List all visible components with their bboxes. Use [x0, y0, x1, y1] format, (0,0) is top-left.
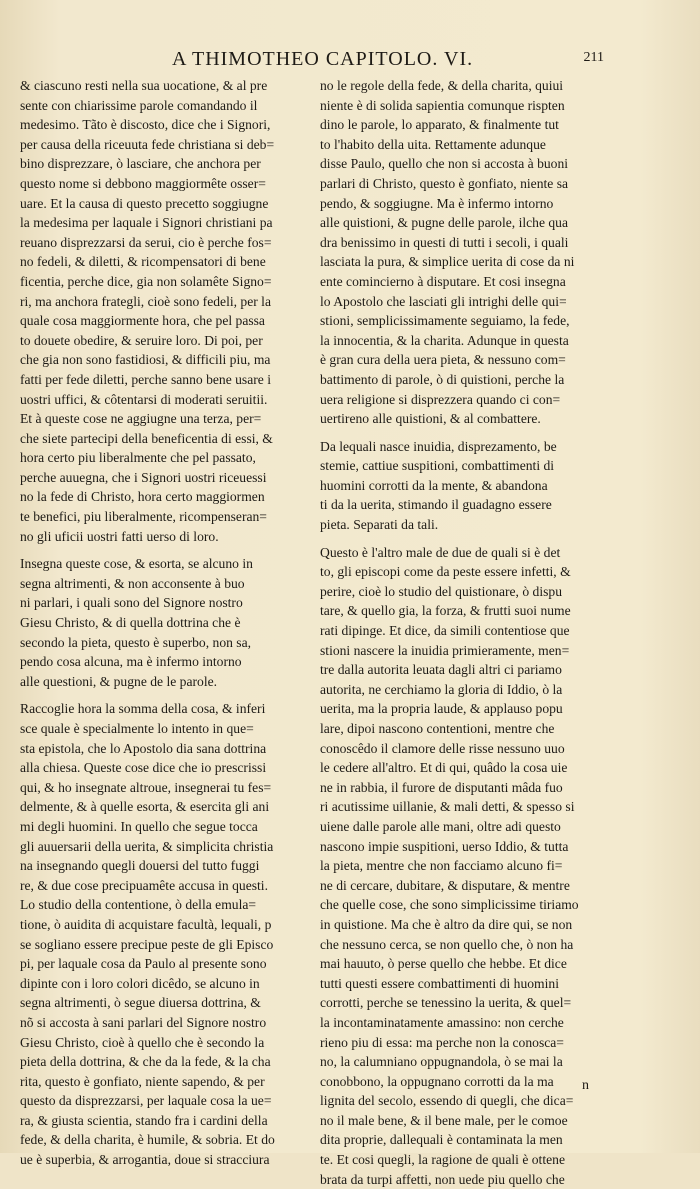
text-line: questo da disprezzarsi, per laquale cosa la ue= [20, 1093, 272, 1109]
text-line: pi, per laquale cosa da Paulo al presente sono [20, 956, 267, 972]
text-line: la pieta, mentre che non facciamo alcuno fi= [320, 858, 563, 874]
text-line: delmente, & à quelle esorta, & esercita gli ani [20, 799, 270, 815]
paragraph-gap [320, 535, 620, 543]
text-line: in quistione. Ma che è altro da dire qui, se non [320, 916, 573, 932]
text-line: segna altrimenti, & non acconsente à buo [20, 575, 245, 591]
text-line: brata da turpi affetti, non uede piu quello che [320, 1171, 565, 1187]
text-line: perche auuegna, che i Signori uostri riceuessi [20, 469, 267, 485]
text-line: secondo la pieta, questo è superbo, non sa, [20, 634, 252, 650]
text-line: se sogliano essere precipue peste de gli Episco [20, 936, 274, 952]
text-line: stioni, semplicissimamente seguiamo, la fede, [320, 313, 570, 329]
text-line: uera religione si disprezzera quando ci con= [320, 391, 561, 407]
text-line: no la fede di Christo, hora certo maggiormen [20, 489, 265, 505]
paragraph [20, 554, 316, 691]
text-line: dra benissimo in questi di tutti i secoli, i quali [320, 234, 569, 250]
text-line: bino disprezzare, ò lasciare, che anchora per [20, 156, 261, 172]
text-line: la medesima per laquale i Signori christiani pa [20, 215, 273, 231]
left-column [20, 76, 316, 1170]
text-line: pendo cosa alcuna, ma è infermo intorno [20, 654, 242, 670]
running-title: A THIMOTHEO CAPITOLO. VI. [172, 48, 474, 70]
folio-number: 211 [583, 50, 604, 65]
text-line: reuano disprezzarsi da serui, cio è perche fos= [20, 234, 272, 250]
text-line: Giesu Christo, & di quella dottrina che è [20, 615, 241, 631]
text-line: rati dipinge. Et dice, da simili contentiose que [320, 623, 570, 639]
text-line: sce quale è specialmente lo intento in que= [20, 721, 254, 736]
text-line: conobbono, la oppugnano corrotti da la ma [320, 1073, 554, 1089]
paragraph-gap [20, 691, 316, 699]
text-line: sta epistola, che lo Apostolo dia sana dottrina [20, 740, 267, 756]
text-line: la innocentia, & la charita. Adunque in questa [320, 332, 569, 348]
text-line: no il male bene, & il bene male, per le comoe [320, 1112, 568, 1128]
text-line: lasciata la pura, & simplice uerita di cose da ni [320, 254, 575, 270]
text-line: huomini corrotti da la mente, & abandona [320, 477, 548, 493]
text-line: ni parlari, i quali sono del Signore nostro [20, 595, 243, 611]
text-line: ri, ma anchora frategli, cioè sono fedeli, per la [20, 293, 271, 309]
text-line: che quelle cose, che sono simplicissime tiriamo [320, 897, 579, 913]
page-header [150, 48, 610, 72]
text-line: lignita del secolo, essendo di quegli, che dica= [320, 1093, 574, 1109]
text-line: Giesu Christo, cioè à quello che è secondo la [20, 1034, 265, 1050]
text-line: che nessuno cerca, se non quello che, ò non ha [320, 936, 574, 952]
text-line: tare, & quello gia, la forza, & frutti suoi nume [320, 603, 571, 619]
text-line: uostri uffici, & côtentarsi di moderati seruitii. [20, 391, 268, 407]
text-line: tutti questi essere combattimenti di huomini [320, 975, 559, 991]
text-line: uiene dalle parole alle mani, oltre adi questo [320, 818, 561, 834]
text-line: le cedere all'altro. Et di qui, quâdo la cosa uie [320, 760, 568, 776]
text-line: nõ si accosta à sani parlari del Signore nostro [20, 1014, 267, 1030]
text-line: uertireno alle quistioni, & al combattere. [320, 411, 541, 427]
text-line: Et à queste cose ne aggiugne una terza, per= [20, 411, 262, 427]
text-line: lare, dipoi nascono contentioni, mentre che [320, 721, 555, 736]
text-line: sente con chiarissime parole comandando il [20, 97, 258, 113]
right-column [320, 76, 620, 1189]
text-line: ne di cercare, dubitare, & disputare, & mentre [320, 877, 570, 893]
text-line: mi degli huomini. In quello che segue tocca [20, 818, 258, 834]
text-line: rieno piu di essa: ma perche non la conosca= [320, 1034, 564, 1050]
text-line: & ciascuno resti nella sua uocatione, & al pre [20, 78, 268, 93]
text-line: uare. Et la causa di questo precetto soggiugne [20, 195, 269, 211]
text-line: to douete obedire, & seruire loro. Di poi, per [20, 332, 263, 348]
text-line: no gli uficii uostri fatti uerso di loro. [20, 528, 219, 544]
text-line: ne in rabbia, il furore de disputanti mâda fuo [320, 779, 563, 795]
text-line: gli auuersarii della uerita, & simplicita christia [20, 838, 274, 854]
text-line: battimento di parole, ò di quistioni, perche la [320, 371, 565, 387]
text-line: quale cosa maggiormente hora, che pel passa [20, 313, 265, 329]
text-line: pieta della dottrina, & che da la fede, & la cha [20, 1054, 271, 1070]
text-line: ue è superbia, & arrogantia, doue si stracciura [20, 1152, 270, 1168]
text-line: alle questioni, & pugne de le parole. [20, 673, 218, 689]
text-line: lo Apostolo che lasciati gli intrighi delle qui= [320, 293, 567, 309]
paragraph [320, 543, 620, 1189]
text-line: pendo, & soggiugne. Ma è infermo intorno [320, 195, 554, 211]
text-line: perire, cioè lo studio del quistionare, ò dispu [320, 583, 562, 599]
text-line: te benefici, piu liberalmente, ricompenseran= [20, 509, 267, 525]
text-line: ficentia, perche dice, gia non solamête Signo= [20, 273, 272, 289]
text-line: Insegna queste cose, & esorta, se alcuno in [20, 556, 253, 572]
text-line: conoscêdo il clamore delle risse nessuno uuo [320, 740, 565, 756]
text-line: Da lequali nasce inuidia, disprezamento, be [320, 438, 557, 454]
paragraph [320, 437, 620, 535]
text-line: tione, ò auidita di acquistare facultà, lequali, p [20, 916, 272, 932]
paragraph-gap [320, 429, 620, 437]
text-line: è gran cura della uera pieta, & nessuno com= [320, 352, 566, 368]
text-line: uerita, ma la propria laude, & applauso popu [320, 701, 563, 717]
text-line: to, gli episcopi come da peste essere infetti, & [320, 564, 571, 580]
text-line: fede, & della charita, è humile, & sobria. Et do [20, 1132, 275, 1148]
text-line: segna altrimenti, ò segue diuersa dottrina, & [20, 995, 261, 1011]
text-line: Questo è l'altro male de due de quali si è det [320, 544, 561, 560]
text-line: tre dalla autorita leuata dagli altri ci pariamo [320, 662, 562, 678]
text-line: corrotti, perche se tenessino la uerita, & quel= [320, 995, 572, 1011]
paragraph [20, 76, 316, 546]
text-line: dipinte con i loro colori dicêdo, se alcuno in [20, 975, 260, 991]
text-line: autorita, ne cerchiamo la gloria di Iddio, ò la [320, 681, 563, 697]
text-line: Raccoglie hora la somma della cosa, & inferi [20, 701, 266, 717]
text-line: te. Et cosi quegli, la ragione de quali è ottene [320, 1152, 565, 1168]
text-line: la incontaminatamente amassino: non cerche [320, 1014, 564, 1030]
text-line: alle quistioni, & pugne delle parole, ilche qua [320, 215, 569, 231]
text-line: alla chiesa. Queste cose dice che io prescrissi [20, 760, 267, 776]
paragraph-gap [20, 546, 316, 554]
text-line: stemie, cattiue suspitioni, combattimenti di [320, 458, 555, 474]
text-line: pieta. Separati da tali. [320, 517, 439, 533]
text-line: ente comincierno à disputare. Et cosi insegna [320, 273, 566, 289]
text-line: per causa della riceuuta fede christiana si deb= [20, 136, 275, 152]
text-line: ti da la uerita, stimando il guadagno essere [320, 497, 552, 513]
text-line: re, & due cose precipuamête accusa in questi. [20, 877, 268, 893]
text-line: ri acutissime uillanie, & mali detti, & spesso si [320, 799, 575, 815]
text-line: no fedeli, & diletti, & ricompensatori di bene [20, 254, 266, 270]
text-line: qui, & ho insegnate altroue, insegnerai tu fes= [20, 779, 272, 795]
text-line: hora certo piu liberalmente che pel passato, [20, 450, 256, 466]
text-line: nascono impie suspitioni, uerso Iddio, & tutta [320, 838, 569, 854]
text-line: ra, & giusta scientia, stando fra i cardini della [20, 1112, 268, 1128]
text-line: Lo studio della contentione, ò della emula= [20, 897, 257, 913]
text-line: stioni nascere la inuidia primieramente, men= [320, 642, 570, 658]
paragraph [20, 699, 316, 1169]
text-line: parlari di Christo, questo è gonfiato, niente sa [320, 175, 569, 191]
text-line: dita proprie, dallequali è contaminata la men [320, 1132, 563, 1148]
text-line: no, la calumniano oppugnandola, ò se mai la [320, 1054, 563, 1070]
text-line: mai hauuto, ò perse quello che hebbe. Et dice [320, 956, 567, 972]
text-line: fatti per fede diletti, perche sanno bene usare i [20, 371, 271, 387]
text-line: to l'habito della uita. Rettamente adunque [320, 136, 546, 152]
text-line: medesimo. Tãto è discosto, dice che i Signori, [20, 117, 271, 133]
text-line: questo nome si debbono maggiormête osser= [20, 175, 266, 191]
text-line: dino le parole, lo apparato, & finalmente tut [320, 117, 559, 133]
text-line: rita, questo è gonfiato, niente sapendo, & per [20, 1073, 265, 1089]
text-line: niente è di solida sapientia comunque rispten [320, 97, 565, 113]
text-line: che gia non sono fastidiosi, & difficili piu, ma [20, 352, 271, 368]
paragraph [320, 76, 620, 429]
text-line: na insegnando quegli douersi del tutto fuggi [20, 858, 260, 874]
text-line: che siete partecipi della beneficentia di essi, & [20, 430, 273, 446]
text-line: no le regole della fede, & della charita, quiui [320, 78, 564, 93]
text-line: disse Paulo, quello che non si accosta à buoni [320, 156, 569, 172]
catchword: n [582, 1078, 589, 1093]
